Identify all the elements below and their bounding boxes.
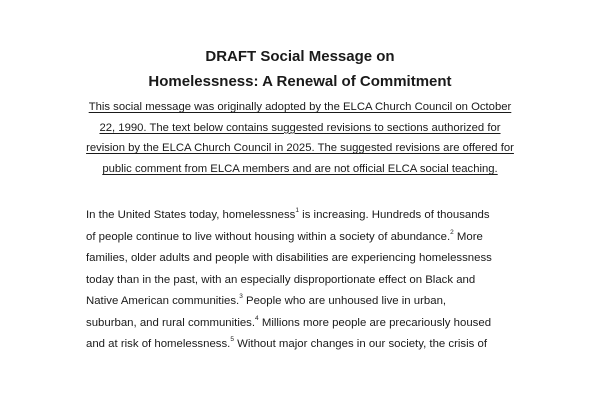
body-text-segment: Native American communities. bbox=[86, 295, 240, 307]
footnote-reference[interactable]: 1 bbox=[295, 207, 299, 215]
footnote-reference[interactable]: 2 bbox=[450, 228, 454, 236]
notice-line: revision by the ELCA Church Council in 2025. The suggested revisions are offered for bbox=[86, 142, 514, 155]
body-text-segment: of people continue to live without housing within a society of abundance. bbox=[86, 230, 451, 243]
footnote-reference[interactable]: 5 bbox=[230, 336, 234, 344]
body-line bbox=[86, 227, 526, 249]
footnote-reference[interactable]: 4 bbox=[255, 314, 259, 322]
body-text-segment: is increasing. Hundreds of thousands bbox=[299, 209, 490, 221]
notice-line: public comment from ELCA members and are not official ELCA social teaching. bbox=[102, 163, 498, 176]
body-text-segment: Millions more people are precariously housed bbox=[258, 316, 492, 329]
body-text-segment: families, older adults and people with disabilities are experiencing homelessness bbox=[86, 252, 492, 264]
revision-notice bbox=[60, 97, 540, 180]
body-text-segment: In the United States today, homelessness bbox=[86, 209, 296, 221]
body-line bbox=[86, 270, 526, 292]
body-line bbox=[86, 313, 526, 335]
footnote-reference[interactable]: 3 bbox=[239, 293, 243, 301]
body-paragraph bbox=[86, 205, 526, 356]
body-line bbox=[86, 205, 526, 227]
document-title-line-2: Homelessness: A Renewal of Commitment bbox=[148, 73, 452, 90]
notice-line: 22, 1990. The text below contains suggested revisions to sections authorized for bbox=[99, 121, 501, 134]
body-text-segment: suburban, and rural communities. bbox=[86, 316, 256, 329]
document-title-line-1: DRAFT Social Message on bbox=[205, 48, 395, 65]
body-text-segment: today than in the past, with an especially disproportionate effect on Black and bbox=[86, 273, 476, 286]
body-line bbox=[86, 291, 526, 313]
notice-line: This social message was originally adopted by the ELCA Church Council on October bbox=[88, 101, 512, 113]
body-line bbox=[86, 334, 526, 356]
body-text-segment: More bbox=[453, 230, 483, 243]
body-line bbox=[86, 248, 526, 270]
body-text-segment: People who are unhoused live in urban, bbox=[242, 295, 447, 307]
body-text-segment: and at risk of homelessness. bbox=[86, 338, 231, 350]
body-text-segment: Without major changes in our society, the crisis of bbox=[233, 338, 488, 350]
